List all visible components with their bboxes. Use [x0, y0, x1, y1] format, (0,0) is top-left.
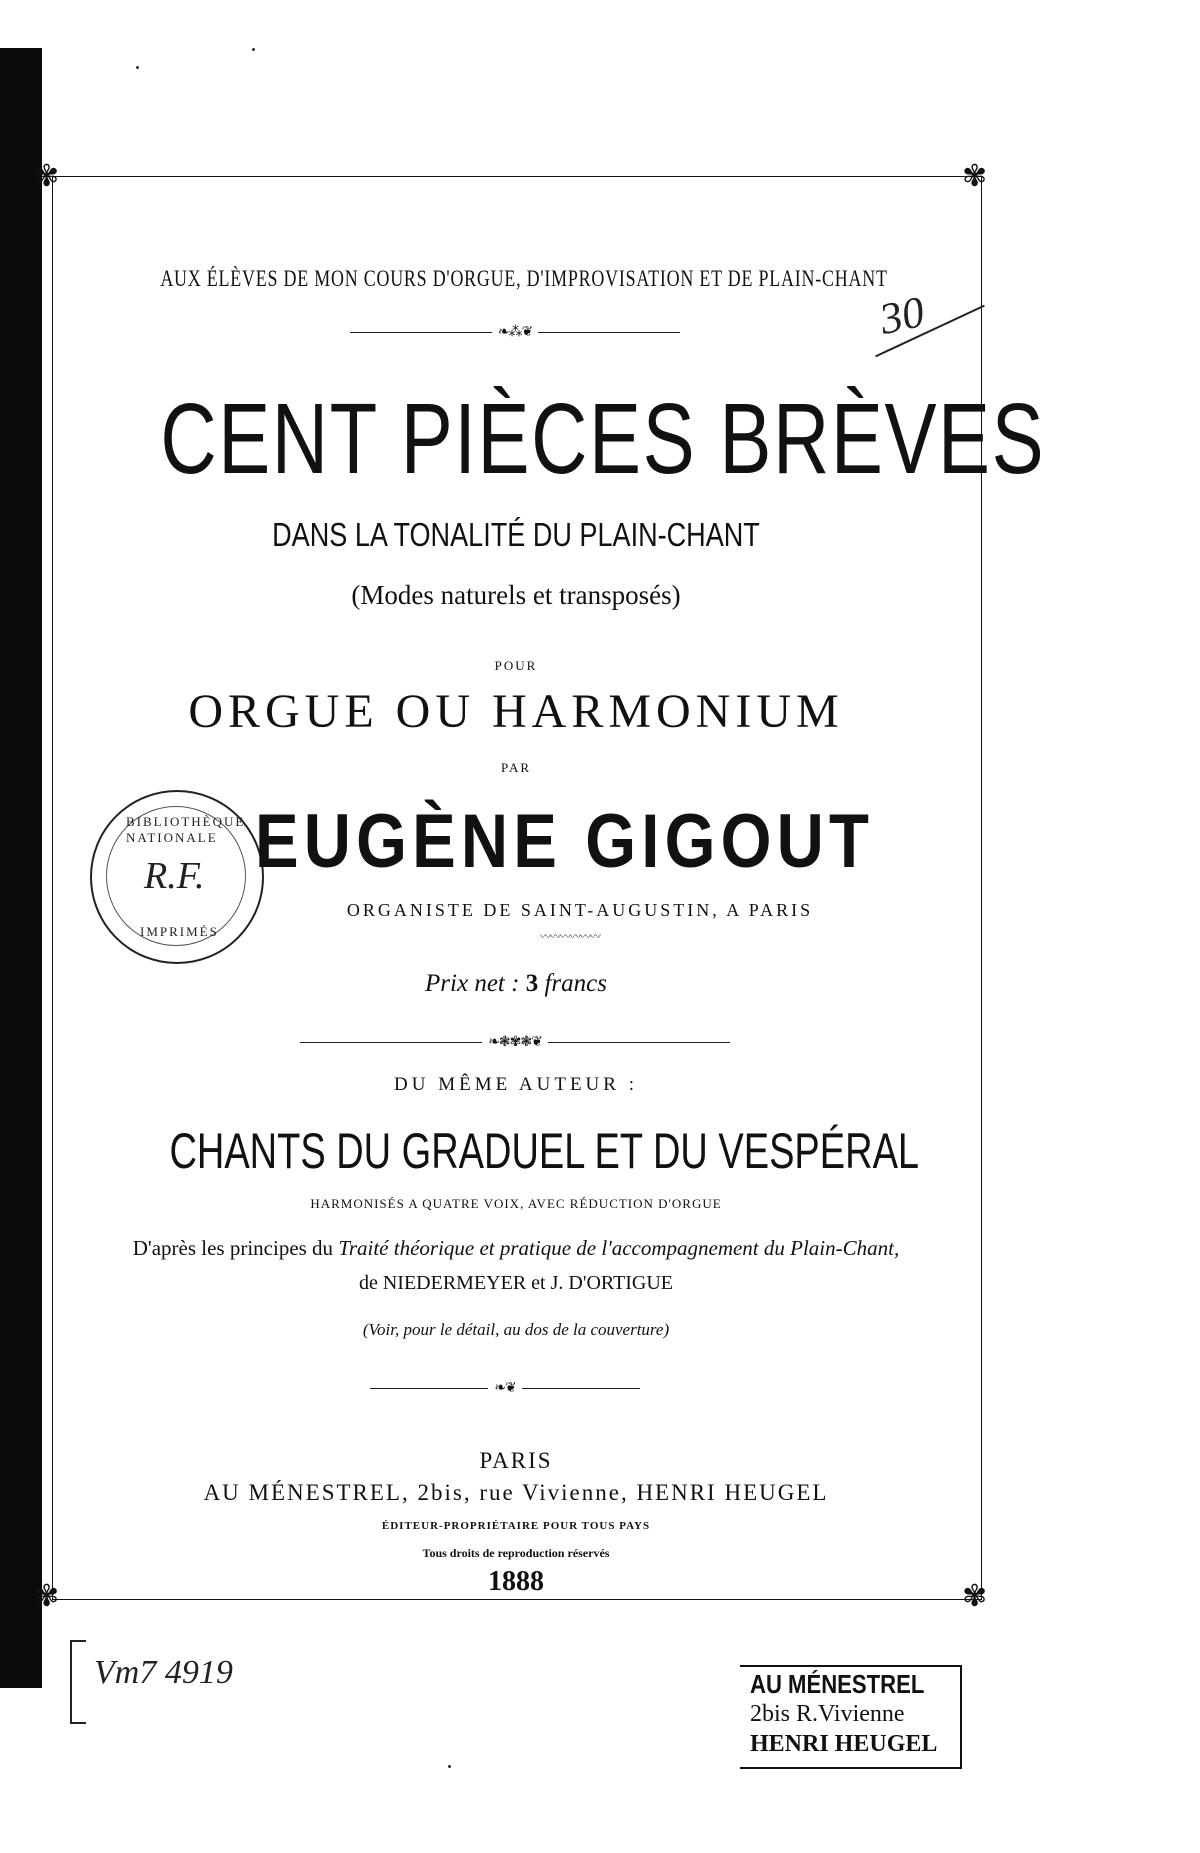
paper-speck	[252, 48, 255, 51]
imprint-year: 1888	[488, 1566, 544, 1597]
handwritten-note: 30	[875, 286, 929, 345]
same-author-heading: DU MÊME AUTEUR :	[394, 1074, 638, 1095]
other-work-harmonization: HARMONISÉS A QUATRE VOIX, AVEC RÉDUCTION D'ORGUE	[310, 1196, 722, 1211]
book-binding-edge	[0, 48, 42, 1688]
imprint-editor: ÉDITEUR-PROPRIÉTAIRE POUR TOUS PAYS	[381, 1520, 651, 1532]
modes-note: (Modes naturels et transposés)	[351, 580, 681, 610]
author-role: ORGANISTE DE SAINT-AUGUSTIN, A PARIS	[346, 900, 814, 920]
ornamental-divider	[370, 1378, 640, 1398]
wavy-rule-icon: 〰〰〰〰〰〰	[540, 930, 600, 943]
page-title: CENT PIÈCES BRÈVES	[160, 383, 1046, 495]
subtitle: DANS LA TONALITÉ DU PLAIN-CHANT	[272, 516, 760, 553]
par-label: PAR	[500, 760, 532, 775]
imprint-publisher: AU MÉNESTREL, 2bis, rue Vivienne, HENRI HEUGEL	[203, 1480, 829, 1505]
corner-ornament-icon: ✾	[34, 159, 60, 194]
corner-ornament-icon: ✾	[962, 159, 988, 194]
dedication: AUX ÉLÈVES DE MON COURS D'ORGUE, D'IMPROVISATION ET DE PLAIN-CHANT	[160, 266, 888, 291]
pour-label: POUR	[494, 658, 538, 673]
imprint-city: PARIS	[479, 1448, 553, 1473]
price: Prix net : 3 francs	[425, 970, 607, 997]
publisher-stamp: AU MÉNESTREL 2bis R.Vivienne HENRI HEUGEL	[740, 1665, 962, 1769]
other-work-title: CHANTS DU GRADUEL ET DU VESPÉRAL	[169, 1123, 920, 1179]
flourish-icon: ❧❦	[494, 1380, 516, 1396]
paper-speck	[448, 1765, 451, 1768]
flourish-icon: ❧❃✾❃❦	[488, 1034, 542, 1050]
ornamental-divider	[350, 322, 680, 342]
author-name: EUGÈNE GIGOUT	[255, 799, 875, 884]
corner-ornament-icon: ✾	[34, 1579, 60, 1614]
paper-speck	[136, 66, 139, 69]
library-shelfmark: Vm7 4919	[70, 1640, 270, 1730]
ornamental-divider	[300, 1032, 730, 1052]
other-work-authors: de NIEDERMEYER et J. D'ORTIGUE	[358, 1272, 674, 1294]
corner-ornament-icon: ✾	[962, 1579, 988, 1614]
imprint-rights: Tous droits de reproduction réservés	[422, 1546, 610, 1560]
instrument-title: ORGUE OU HARMONIUM	[188, 685, 844, 738]
other-work-source: D'après les principes du Traité théorique et pratique de l'accompagnement du Plain-Chant,	[132, 1236, 900, 1260]
flourish-icon: ❧⁂❦	[497, 324, 533, 340]
other-work-note: (Voir, pour le détail, au dos de la couverture)	[362, 1320, 670, 1339]
library-stamp: BIBLIOTHÈQUE NATIONALE R.F. IMPRIMÉS	[90, 790, 264, 964]
